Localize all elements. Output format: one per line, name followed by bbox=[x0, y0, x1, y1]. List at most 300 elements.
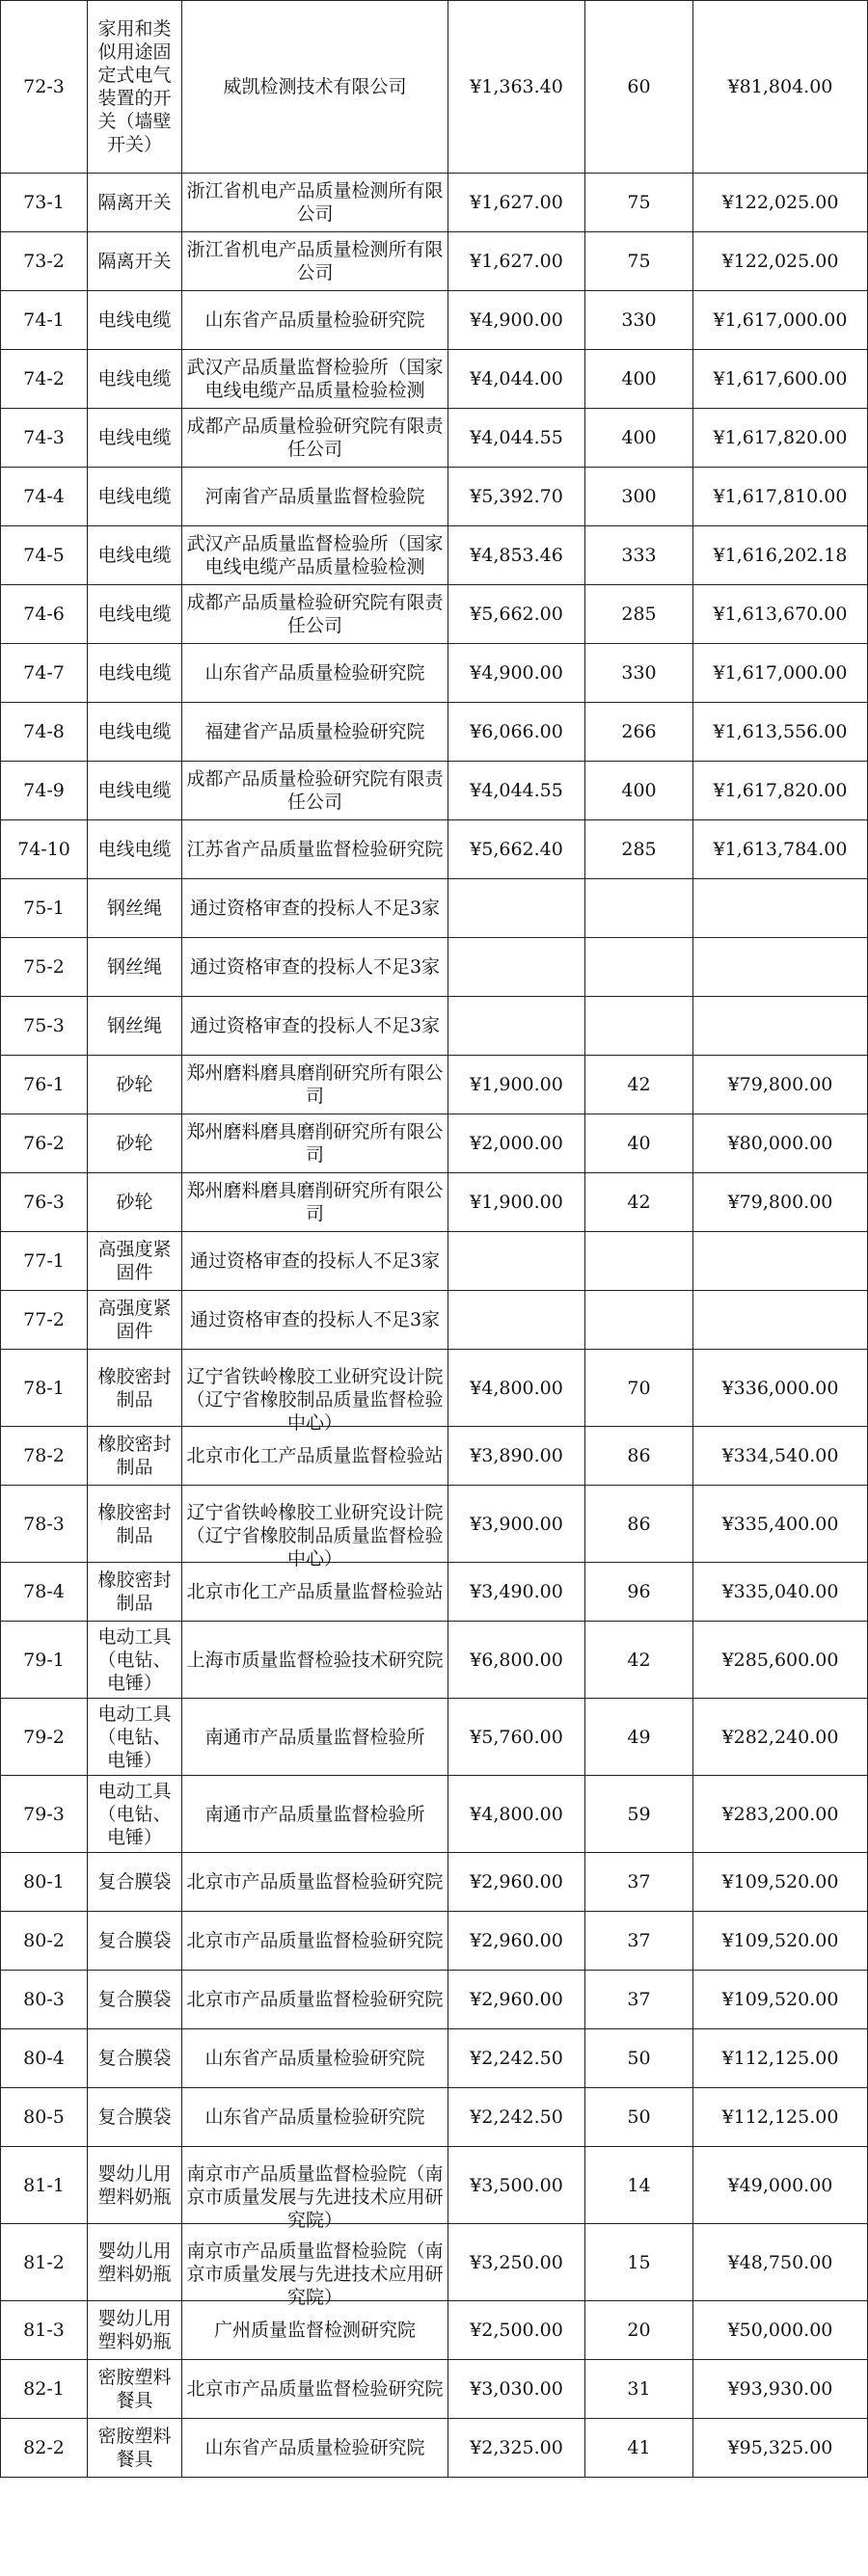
org-name-cell bbox=[182, 1776, 448, 1853]
org-name: 河南省产品质量监督检验院 bbox=[204, 486, 425, 507]
item-name-cell bbox=[88, 1350, 182, 1427]
quantity: 37 bbox=[627, 1989, 651, 2010]
quantity: 75 bbox=[627, 251, 651, 272]
org-name: 南京市产品质量监督检验院（南京市质量发展与先进技术应用研究院） bbox=[186, 2162, 444, 2231]
row-number-cell bbox=[1, 2224, 88, 2301]
table-row bbox=[1, 762, 868, 820]
total-price-cell bbox=[693, 1232, 868, 1291]
item-name: 电线电缆 bbox=[97, 486, 172, 507]
total-price: ¥335,040.00 bbox=[721, 1581, 839, 1602]
row-number: 76-1 bbox=[23, 1074, 65, 1095]
row-number-cell bbox=[1, 1486, 88, 1563]
org-name-cell bbox=[182, 2360, 448, 2419]
row-number-cell bbox=[1, 2419, 88, 2478]
row-number-cell bbox=[1, 1350, 88, 1427]
total-price-cell bbox=[693, 526, 868, 585]
org-name: 郑州磨料磨具磨削研究所有限公司 bbox=[186, 1121, 444, 1166]
quantity-cell bbox=[585, 938, 693, 997]
row-number-cell bbox=[1, 1427, 88, 1486]
org-name-cell bbox=[182, 1114, 448, 1173]
unit-price: ¥1,900.00 bbox=[470, 1192, 563, 1213]
row-number: 74-1 bbox=[23, 309, 65, 331]
quantity: 40 bbox=[627, 1133, 651, 1154]
total-price-cell bbox=[693, 1114, 868, 1173]
total-price: ¥48,750.00 bbox=[727, 2251, 833, 2273]
total-price-cell bbox=[693, 2147, 868, 2224]
org-name-cell bbox=[182, 2301, 448, 2360]
org-name: 郑州磨料磨具磨削研究所有限公司 bbox=[186, 1180, 444, 1224]
item-name: 高强度紧固件 bbox=[97, 1239, 172, 1283]
org-name-cell bbox=[182, 1, 448, 174]
total-price: ¥122,025.00 bbox=[721, 251, 839, 272]
row-number: 75-1 bbox=[23, 898, 65, 919]
row-number-cell bbox=[1, 291, 88, 350]
total-price-cell bbox=[693, 644, 868, 703]
org-name: 辽宁省铁岭橡胶工业研究设计院（辽宁省橡胶制品质量监督检验中心） bbox=[186, 1365, 444, 1434]
total-price-cell bbox=[693, 1912, 868, 1971]
total-price-cell bbox=[693, 997, 868, 1056]
quantity: 31 bbox=[627, 2378, 651, 2400]
org-name-cell bbox=[182, 1350, 448, 1434]
total-price: ¥80,000.00 bbox=[727, 1133, 833, 1154]
row-number-cell bbox=[1, 938, 88, 997]
unit-price: ¥5,392.70 bbox=[470, 486, 563, 507]
row-number: 78-1 bbox=[23, 1377, 65, 1399]
total-price: ¥1,613,670.00 bbox=[713, 604, 848, 625]
row-number-cell bbox=[1, 1853, 88, 1912]
item-name: 电线电缆 bbox=[97, 780, 172, 801]
quantity: 75 bbox=[627, 192, 651, 213]
table-row bbox=[1, 2029, 868, 2088]
quantity: 400 bbox=[621, 780, 657, 801]
total-price-cell bbox=[693, 174, 868, 232]
item-name-cell bbox=[88, 820, 182, 879]
unit-price-cell bbox=[448, 2301, 585, 2360]
org-name-cell bbox=[182, 1173, 448, 1232]
total-price: ¥122,025.00 bbox=[721, 192, 839, 213]
unit-price-cell bbox=[448, 1622, 585, 1699]
item-name-cell bbox=[88, 1971, 182, 2029]
unit-price: ¥5,760.00 bbox=[470, 1726, 563, 1748]
item-name-cell bbox=[88, 174, 182, 232]
unit-price: ¥3,900.00 bbox=[470, 1513, 563, 1535]
table-row bbox=[1, 1, 868, 174]
quantity-cell bbox=[585, 1056, 693, 1114]
unit-price: ¥5,662.40 bbox=[470, 839, 563, 860]
org-name-cell bbox=[182, 820, 448, 879]
item-name-cell bbox=[88, 879, 182, 938]
org-name-cell bbox=[182, 1486, 448, 1570]
table-row bbox=[1, 2088, 868, 2147]
table-row bbox=[1, 350, 868, 409]
quantity: 60 bbox=[627, 76, 651, 97]
item-name-cell bbox=[88, 997, 182, 1056]
row-number-cell bbox=[1, 2147, 88, 2224]
unit-price: ¥4,800.00 bbox=[470, 1803, 563, 1825]
row-number-cell bbox=[1, 1, 88, 174]
org-name-cell bbox=[182, 1056, 448, 1114]
row-number: 73-1 bbox=[23, 192, 65, 213]
row-number: 78-2 bbox=[23, 1445, 65, 1466]
item-name: 电线电缆 bbox=[97, 721, 172, 742]
org-name: 通过资格审查的投标人不足3家 bbox=[189, 898, 441, 919]
item-name-cell bbox=[88, 1563, 182, 1622]
org-name: 江苏省产品质量监督检验研究院 bbox=[186, 839, 444, 860]
table-row bbox=[1, 1350, 868, 1427]
org-name-cell bbox=[182, 938, 448, 997]
org-name: 通过资格审查的投标人不足3家 bbox=[189, 1015, 441, 1036]
row-number: 74-7 bbox=[23, 662, 65, 684]
table-row bbox=[1, 1776, 868, 1853]
item-name: 橡胶密封制品 bbox=[97, 1365, 172, 1410]
org-name: 南京市产品质量监督检验院（南京市质量发展与先进技术应用研究院） bbox=[186, 2240, 444, 2308]
quantity-cell bbox=[585, 820, 693, 879]
unit-price-cell bbox=[448, 1350, 585, 1427]
unit-price-cell bbox=[448, 409, 585, 468]
total-price: ¥50,000.00 bbox=[727, 2320, 833, 2341]
unit-price-cell bbox=[448, 2029, 585, 2088]
quantity-cell bbox=[585, 1699, 693, 1776]
unit-price-cell bbox=[448, 1, 585, 174]
item-name-cell bbox=[88, 644, 182, 703]
item-name-cell bbox=[88, 585, 182, 644]
org-name-cell bbox=[182, 2224, 448, 2308]
quantity: 42 bbox=[627, 1074, 651, 1095]
row-number: 75-2 bbox=[23, 956, 65, 978]
total-price: ¥1,617,820.00 bbox=[713, 780, 848, 801]
item-name-cell bbox=[88, 232, 182, 291]
unit-price: ¥6,800.00 bbox=[470, 1649, 563, 1671]
total-price-cell bbox=[693, 879, 868, 938]
row-number: 74-2 bbox=[23, 368, 65, 389]
total-price: ¥335,400.00 bbox=[721, 1513, 839, 1535]
org-name: 北京市化工产品质量监督检验站 bbox=[186, 1445, 444, 1466]
org-name: 北京市产品质量监督检验研究院 bbox=[186, 1871, 444, 1892]
total-price: ¥112,125.00 bbox=[721, 2106, 839, 2128]
unit-price-cell bbox=[448, 2419, 585, 2478]
unit-price: ¥2,500.00 bbox=[470, 2320, 563, 2341]
item-name-cell bbox=[88, 1486, 182, 1563]
org-name-cell bbox=[182, 1291, 448, 1350]
total-price-cell bbox=[693, 938, 868, 997]
total-price-cell bbox=[693, 468, 868, 526]
org-name-cell bbox=[182, 2088, 448, 2147]
unit-price-cell bbox=[448, 291, 585, 350]
org-name-cell bbox=[182, 1563, 448, 1622]
org-name: 郑州磨料磨具磨削研究所有限公司 bbox=[186, 1062, 444, 1107]
org-name-cell bbox=[182, 2419, 448, 2478]
quantity: 37 bbox=[627, 1871, 651, 1892]
unit-price-cell bbox=[448, 2147, 585, 2224]
quantity-cell bbox=[585, 1, 693, 174]
total-price-cell bbox=[693, 1853, 868, 1912]
total-price: ¥1,613,556.00 bbox=[713, 721, 848, 742]
unit-price-cell bbox=[448, 1699, 585, 1776]
quantity: 285 bbox=[621, 839, 657, 860]
unit-price-cell bbox=[448, 644, 585, 703]
quantity-cell bbox=[585, 644, 693, 703]
unit-price: ¥1,627.00 bbox=[470, 192, 563, 213]
unit-price-cell bbox=[448, 1912, 585, 1971]
item-name-cell bbox=[88, 1, 182, 174]
unit-price-cell bbox=[448, 350, 585, 409]
item-name: 电动工具（电钻、电锤） bbox=[97, 1703, 172, 1771]
quantity: 400 bbox=[621, 427, 657, 448]
total-price: ¥1,616,202.18 bbox=[713, 545, 848, 566]
row-number: 81-2 bbox=[23, 2251, 65, 2273]
total-price-cell bbox=[693, 1, 868, 174]
unit-price-cell bbox=[448, 1232, 585, 1291]
total-price: ¥79,800.00 bbox=[727, 1074, 833, 1095]
unit-price-cell bbox=[448, 1971, 585, 2029]
unit-price-cell bbox=[448, 762, 585, 820]
item-name-cell bbox=[88, 762, 182, 820]
unit-price: ¥5,662.00 bbox=[470, 604, 563, 625]
org-name: 南通市产品质量监督检验所 bbox=[204, 1803, 425, 1825]
org-name: 通过资格审查的投标人不足3家 bbox=[189, 1309, 441, 1330]
unit-price: ¥2,960.00 bbox=[470, 1989, 563, 2010]
quantity-cell bbox=[585, 1427, 693, 1486]
quantity-cell bbox=[585, 1912, 693, 1971]
total-price-cell bbox=[693, 2088, 868, 2147]
total-price-cell bbox=[693, 1291, 868, 1350]
item-name-cell bbox=[88, 1173, 182, 1232]
row-number: 73-2 bbox=[23, 251, 65, 272]
quantity-cell bbox=[585, 1622, 693, 1699]
table-row bbox=[1, 1971, 868, 2029]
total-price-cell bbox=[693, 232, 868, 291]
org-name: 威凯检测技术有限公司 bbox=[223, 76, 407, 97]
total-price: ¥285,600.00 bbox=[721, 1649, 839, 1671]
row-number: 78-4 bbox=[23, 1581, 65, 1602]
unit-price: ¥1,900.00 bbox=[470, 1074, 563, 1095]
total-price: ¥49,000.00 bbox=[727, 2174, 833, 2196]
table-row bbox=[1, 1291, 868, 1350]
table-row bbox=[1, 291, 868, 350]
table-row bbox=[1, 1699, 868, 1776]
quantity-cell bbox=[585, 2419, 693, 2478]
org-name: 上海市质量监督检验技术研究院 bbox=[186, 1649, 444, 1671]
table-row bbox=[1, 1853, 868, 1912]
table-row bbox=[1, 1563, 868, 1622]
quantity: 86 bbox=[627, 1445, 651, 1466]
item-name-cell bbox=[88, 2088, 182, 2147]
row-number-cell bbox=[1, 703, 88, 762]
unit-price-cell bbox=[448, 879, 585, 938]
org-name-cell bbox=[182, 291, 448, 350]
unit-price-cell bbox=[448, 2360, 585, 2419]
total-price-cell bbox=[693, 1776, 868, 1853]
table-row bbox=[1, 174, 868, 232]
table-row bbox=[1, 409, 868, 468]
results-table-body bbox=[1, 1, 868, 2478]
quantity: 86 bbox=[627, 1513, 651, 1535]
total-price: ¥112,125.00 bbox=[721, 2048, 839, 2069]
unit-price-cell bbox=[448, 2224, 585, 2301]
row-number-cell bbox=[1, 1971, 88, 2029]
item-name: 隔离开关 bbox=[97, 251, 172, 272]
quantity: 266 bbox=[621, 721, 657, 742]
org-name-cell bbox=[182, 1427, 448, 1486]
quantity: 333 bbox=[621, 545, 657, 566]
item-name: 钢丝绳 bbox=[106, 898, 162, 919]
org-name: 南通市产品质量监督检验所 bbox=[204, 1726, 425, 1748]
row-number: 74-6 bbox=[23, 604, 65, 625]
org-name: 山东省产品质量检验研究院 bbox=[204, 662, 425, 684]
quantity-cell bbox=[585, 2029, 693, 2088]
unit-price: ¥3,250.00 bbox=[470, 2251, 563, 2273]
quantity-cell bbox=[585, 2301, 693, 2360]
org-name-cell bbox=[182, 644, 448, 703]
quantity-cell bbox=[585, 409, 693, 468]
unit-price-cell bbox=[448, 232, 585, 291]
table-row bbox=[1, 526, 868, 585]
total-price-cell bbox=[693, 1486, 868, 1563]
quantity: 70 bbox=[627, 1377, 651, 1399]
item-name: 电动工具（电钻、电锤） bbox=[97, 1780, 172, 1848]
quantity: 330 bbox=[621, 309, 657, 331]
item-name: 电线电缆 bbox=[97, 368, 172, 389]
row-number-cell bbox=[1, 2301, 88, 2360]
org-name: 通过资格审查的投标人不足3家 bbox=[189, 1250, 441, 1272]
item-name: 钢丝绳 bbox=[106, 956, 162, 978]
quantity: 37 bbox=[627, 1930, 651, 1951]
item-name-cell bbox=[88, 1291, 182, 1350]
quantity-cell bbox=[585, 2088, 693, 2147]
total-price: ¥1,617,600.00 bbox=[713, 368, 848, 389]
org-name: 福建省产品质量检验研究院 bbox=[204, 721, 425, 742]
row-number: 74-9 bbox=[23, 780, 65, 801]
org-name-cell bbox=[182, 2029, 448, 2088]
row-number-cell bbox=[1, 1056, 88, 1114]
unit-price: ¥3,030.00 bbox=[470, 2378, 563, 2400]
unit-price: ¥2,242.50 bbox=[470, 2048, 563, 2069]
row-number-cell bbox=[1, 1912, 88, 1971]
item-name-cell bbox=[88, 2147, 182, 2224]
item-name: 橡胶密封制品 bbox=[97, 1434, 172, 1478]
quantity-cell bbox=[585, 1776, 693, 1853]
item-name: 电线电缆 bbox=[97, 662, 172, 684]
total-price-cell bbox=[693, 585, 868, 644]
unit-price: ¥4,800.00 bbox=[470, 1377, 563, 1399]
unit-price-cell bbox=[448, 526, 585, 585]
total-price-cell bbox=[693, 2360, 868, 2419]
unit-price: ¥3,500.00 bbox=[470, 2174, 563, 2196]
quantity-cell bbox=[585, 762, 693, 820]
quantity: 41 bbox=[627, 2437, 651, 2458]
org-name-cell bbox=[182, 585, 448, 644]
item-name-cell bbox=[88, 938, 182, 997]
row-number-cell bbox=[1, 1291, 88, 1350]
table-row bbox=[1, 879, 868, 938]
table-row bbox=[1, 468, 868, 526]
row-number-cell bbox=[1, 1699, 88, 1776]
quantity: 50 bbox=[627, 2106, 651, 2128]
quantity-cell bbox=[585, 2224, 693, 2301]
quantity-cell bbox=[585, 1114, 693, 1173]
unit-price-cell bbox=[448, 1563, 585, 1622]
quantity: 49 bbox=[627, 1726, 651, 1748]
row-number-cell bbox=[1, 232, 88, 291]
unit-price: ¥2,960.00 bbox=[470, 1871, 563, 1892]
item-name: 电线电缆 bbox=[97, 839, 172, 860]
row-number-cell bbox=[1, 468, 88, 526]
total-price-cell bbox=[693, 820, 868, 879]
unit-price-cell bbox=[448, 468, 585, 526]
quantity: 400 bbox=[621, 368, 657, 389]
total-price-cell bbox=[693, 1173, 868, 1232]
row-number-cell bbox=[1, 350, 88, 409]
org-name-cell bbox=[182, 1699, 448, 1776]
row-number: 81-3 bbox=[23, 2320, 65, 2341]
item-name: 高强度紧固件 bbox=[97, 1298, 172, 1342]
quantity: 300 bbox=[621, 486, 657, 507]
org-name-cell bbox=[182, 526, 448, 585]
unit-price-cell bbox=[448, 1486, 585, 1563]
item-name-cell bbox=[88, 1912, 182, 1971]
total-price: ¥336,000.00 bbox=[721, 1377, 839, 1399]
row-number-cell bbox=[1, 585, 88, 644]
org-name-cell bbox=[182, 1622, 448, 1699]
org-name: 成都产品质量检验研究院有限责任公司 bbox=[186, 768, 444, 813]
item-name: 橡胶密封制品 bbox=[97, 1501, 172, 1546]
item-name: 复合膜袋 bbox=[97, 2106, 172, 2128]
total-price-cell bbox=[693, 703, 868, 762]
table-row bbox=[1, 2419, 868, 2478]
org-name-cell bbox=[182, 350, 448, 409]
table-row bbox=[1, 1427, 868, 1486]
item-name-cell bbox=[88, 1232, 182, 1291]
org-name-cell bbox=[182, 1971, 448, 2029]
table-row bbox=[1, 1232, 868, 1291]
org-name: 山东省产品质量检验研究院 bbox=[204, 2106, 425, 2128]
unit-price-cell bbox=[448, 820, 585, 879]
table-row bbox=[1, 2301, 868, 2360]
item-name: 家用和类似用途固定式电气装置的开关（墙壁开关） bbox=[97, 18, 172, 155]
item-name-cell bbox=[88, 526, 182, 585]
quantity-cell bbox=[585, 232, 693, 291]
quantity-cell bbox=[585, 174, 693, 232]
org-name-cell bbox=[182, 2147, 448, 2231]
org-name-cell bbox=[182, 232, 448, 291]
item-name-cell bbox=[88, 2301, 182, 2360]
total-price-cell bbox=[693, 1622, 868, 1699]
org-name: 北京市产品质量监督检验研究院 bbox=[186, 1989, 444, 2010]
org-name-cell bbox=[182, 703, 448, 762]
table-row bbox=[1, 820, 868, 879]
row-number-cell bbox=[1, 1563, 88, 1622]
row-number: 76-2 bbox=[23, 1133, 65, 1154]
row-number-cell bbox=[1, 644, 88, 703]
org-name: 通过资格审查的投标人不足3家 bbox=[189, 956, 441, 978]
unit-price: ¥3,490.00 bbox=[470, 1581, 563, 1602]
row-number-cell bbox=[1, 1776, 88, 1853]
row-number: 80-2 bbox=[23, 1930, 65, 1951]
quantity-cell bbox=[585, 1291, 693, 1350]
item-name: 钢丝绳 bbox=[106, 1015, 162, 1036]
total-price-cell bbox=[693, 2419, 868, 2478]
item-name: 砂轮 bbox=[116, 1192, 153, 1213]
org-name: 北京市化工产品质量监督检验站 bbox=[186, 1581, 444, 1602]
unit-price: ¥2,000.00 bbox=[470, 1133, 563, 1154]
quantity: 15 bbox=[627, 2251, 651, 2273]
org-name-cell bbox=[182, 879, 448, 938]
unit-price: ¥4,044.55 bbox=[470, 780, 563, 801]
quantity-cell bbox=[585, 1853, 693, 1912]
unit-price: ¥2,325.00 bbox=[470, 2437, 563, 2458]
item-name: 婴幼儿用塑料奶瓶 bbox=[97, 2308, 172, 2352]
quantity-cell bbox=[585, 703, 693, 762]
